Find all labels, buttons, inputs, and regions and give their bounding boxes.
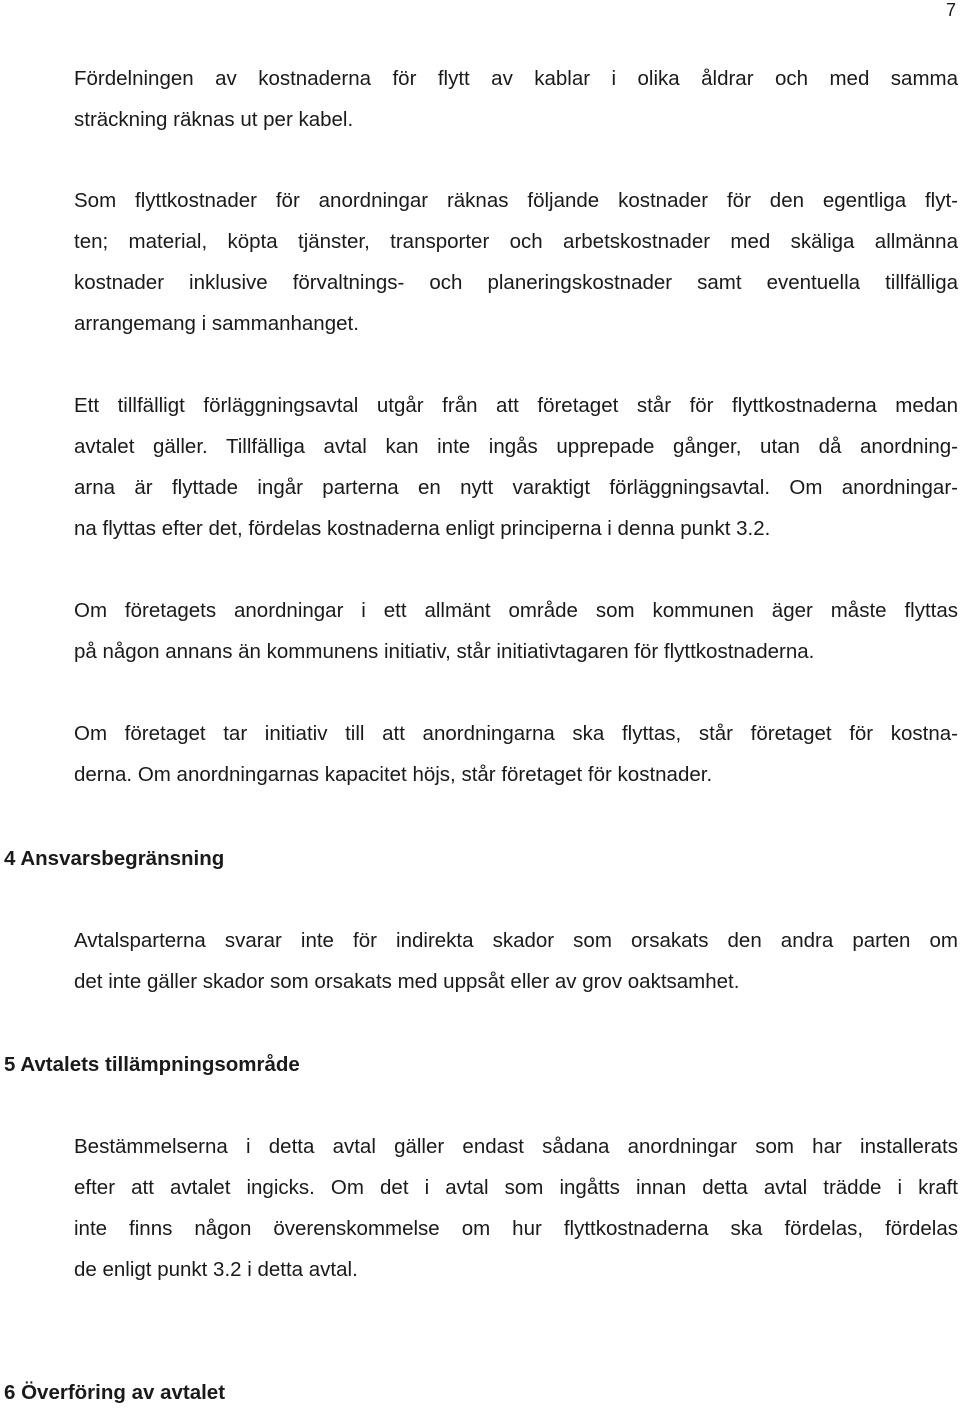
text-line: det inte gäller skador som orsakats med uppsåt eller av grov oaktsamhet. bbox=[74, 970, 740, 993]
page-number: 7 bbox=[945, 0, 956, 20]
text-line: efter att avtalet ingicks. Om det i avtal som ingåtts innan detta avtal trädde i kraft bbox=[74, 1176, 958, 1199]
paragraph-company-initiative bbox=[74, 713, 958, 795]
text-line: sträckning räknas ut per kabel. bbox=[74, 108, 354, 131]
text-line: inte finns någon överenskommelse om hur flyttkostnaderna ska fördelas, fördelas bbox=[74, 1217, 958, 1240]
text-line: Bestämmelserna i detta avtal gäller endast sådana anordningar som har installerats bbox=[74, 1135, 958, 1158]
text-line: derna. Om anordningarnas kapacitet höjs, står företaget för kostnader. bbox=[74, 763, 713, 786]
text-line: Fördelningen av kostnaderna för flytt av kablar i olika åldrar och med samma bbox=[74, 67, 958, 90]
text-line: ten; material, köpta tjänster, transporter och arbetskostnader med skäliga allmänna bbox=[74, 230, 958, 253]
text-line: na flyttas efter det, fördelas kostnaderna enligt principerna i denna punkt 3.2. bbox=[74, 517, 771, 540]
paragraph-moving-costs bbox=[74, 180, 958, 344]
text-line: Om företagets anordningar i ett allmänt område som kommunen äger måste flyttas bbox=[74, 599, 958, 622]
text-line: arna är flyttade ingår parterna en nytt varaktigt förläggningsavtal. Om anordningar- bbox=[74, 476, 958, 499]
text-line: Avtalsparterna svarar inte för indirekta skador som orsakats den andra parten om bbox=[74, 929, 958, 952]
text-line: avtalet gäller. Tillfälliga avtal kan inte ingås upprepade gånger, utan då anordning- bbox=[74, 435, 958, 458]
text-line: arrangemang i sammanhanget. bbox=[74, 312, 359, 335]
text-line: kostnader inklusive förvaltnings- och planeringskostnader samt eventuella tillfälliga bbox=[74, 271, 958, 294]
section-4-body bbox=[74, 920, 958, 1002]
paragraph-municipal-area bbox=[74, 590, 958, 672]
section-heading: 6 Överföring av avtalet bbox=[4, 1381, 226, 1404]
paragraph-temporary-agreement bbox=[74, 385, 958, 549]
text-line: Ett tillfälligt förläggningsavtal utgår från att företaget står för flyttkostnaderna medan bbox=[74, 394, 958, 417]
section-5-body bbox=[74, 1126, 958, 1290]
text-line: de enligt punkt 3.2 i detta avtal. bbox=[74, 1258, 358, 1281]
paragraph-cost-distribution bbox=[74, 58, 958, 140]
text-line: Om företaget tar initiativ till att anordningarna ska flyttas, står företaget för kostna- bbox=[74, 722, 958, 745]
section-heading: 5 Avtalets tillämpningsområde bbox=[4, 1053, 300, 1076]
text-line: på någon annans än kommunens initiativ, står initiativtagaren för flyttkostnaderna. bbox=[74, 640, 815, 663]
text-line: Som flyttkostnader för anordningar räknas följande kostnader för den egentliga flyt- bbox=[74, 189, 958, 212]
section-heading: 4 Ansvarsbegränsning bbox=[4, 847, 225, 870]
